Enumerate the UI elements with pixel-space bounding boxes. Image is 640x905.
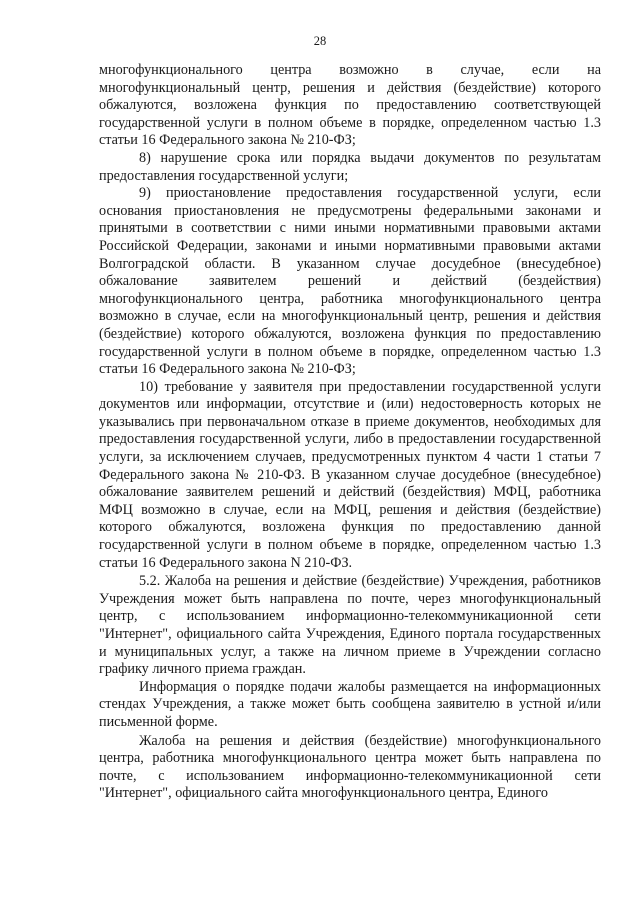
page-number: 28 [313, 34, 327, 48]
document-body [99, 62, 601, 803]
paragraph-item-9: 9) приостановление предоставления государственной услуги, если основания приостановления не предусмотрены федеральными законами и принятыми в соответствии с ними иными нормативными правовыми актами Российской Федерации, законами и иными нормативными правовыми актами Волгоградской области. В указанном случае досудебное (внесудебное) обжалование заявителем решений и действий (бездействия) многофункционального центра, работника многофункционального центра возможно в случае, если на многофункциональный центр, решения и действия (бездействие) которого обжалуются, возложена функция по предоставлению государственной услуги в полном объеме в порядке, определенном частью 1.3 статьи 16 Федерального закона № 210-ФЗ; [99, 185, 601, 378]
paragraph-mfc-complaint: Жалоба на решения и действия (бездействие) многофункционального центра, работника многофункционального центра может быть направлена по почте, с использованием информационно-телекоммуникационной сети "Интернет", официального сайта многофункционального центра, Единого [99, 732, 601, 802]
paragraph-item-10: 10) требование у заявителя при предоставлении государственной услуги документов или информации, отсутствие и (или) недостоверность которых не указывались при первоначальном отказе в приеме документов, необходимых для предоставления государственной услуги, либо в предоставлении государственной услуги, за исключением случаев, предусмотренных пунктом 4 части 1 статьи 7 Федерального закона № 210-ФЗ. В указанном случае досудебное (внесудебное) обжалование заявителем решений и действий (бездействия) МФЦ, работника МФЦ возможно в случае, если на МФЦ, решения и действия (бездействие) которого обжалуются, возложена функция по предоставлению данной государственной услуги в полном объеме в порядке, определенном частью 1.3 статьи 16 Федерального закона N 210-ФЗ. [99, 378, 601, 571]
paragraph-continuation: многофункционального центра возможно в случае, если на многофункциональный центр, решения и действия (бездействие) которого обжалуются, возложена функция по предоставлению соответствующей государственной услуги в полном объеме в порядке, определенном частью 1.3 статьи 16 Федерального закона № 210-ФЗ; [99, 62, 601, 149]
paragraph-information: Информация о порядке подачи жалобы размещается на информационных стендах Учреждения, а также может быть сообщена заявителю в устной и/или письменной форме. [99, 678, 601, 730]
paragraph-section-5-2: 5.2. Жалоба на решения и действие (бездействие) Учреждения, работников Учреждения может быть направлена по почте, через многофункциональный центр, с использованием информационно-телекоммуникационной сети "Интернет", официального сайта Учреждения, Единого портала государственных и муниципальных услуг, а также на личном приеме в Учреждении согласно графику личного приема граждан. [99, 573, 601, 678]
paragraph-item-8: 8) нарушение срока или порядка выдачи документов по результатам предоставления государственной услуги; [99, 149, 601, 184]
